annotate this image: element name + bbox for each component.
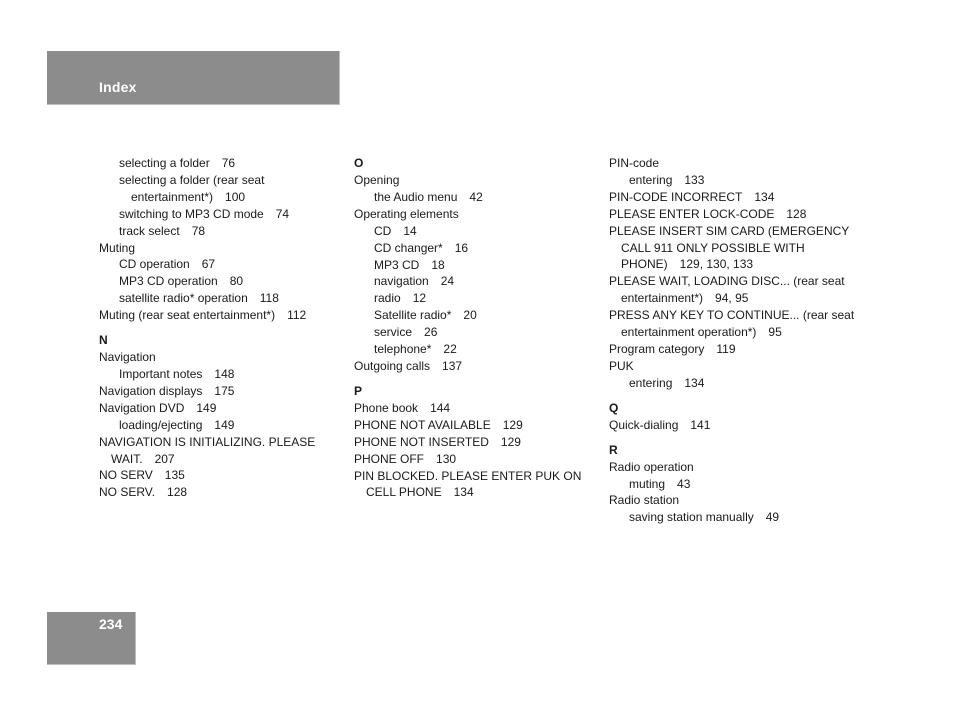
index-entry-text: Program category — [609, 341, 705, 356]
index-entry-text: PIN BLOCKED. PLEASE ENTER PUK ON — [354, 468, 582, 483]
index-entry-text: service — [374, 325, 413, 340]
index-entry — [609, 155, 859, 172]
index-entry-page: 49 — [765, 510, 780, 525]
index-entry-text: MP3 CD — [374, 257, 420, 272]
index-entry-page: 78 — [191, 223, 206, 238]
index-entry-text: saving station manually — [629, 510, 754, 525]
index-entry — [354, 400, 604, 417]
index-entry — [354, 324, 604, 341]
index-entry-text: PHONE NOT INSERTED — [354, 434, 489, 449]
index-entry-page: 134 — [754, 189, 775, 204]
index-entry-page: 133 — [684, 172, 705, 187]
index-entry-text: Muting — [99, 240, 136, 255]
index-entry — [609, 290, 859, 307]
index-entry-text: selecting a folder (rear seat — [119, 172, 265, 187]
index-column-3 — [609, 155, 859, 526]
index-entry-text: Operating elements — [354, 206, 459, 221]
index-entry-page: 148 — [214, 366, 235, 381]
index-entry — [609, 256, 859, 273]
index-entry — [354, 307, 604, 324]
index-entry-page: 119 — [716, 341, 736, 356]
index-entry-text: PUK — [609, 358, 634, 373]
index-entry — [609, 358, 859, 375]
index-entry-text: CELL PHONE — [366, 485, 442, 500]
index-entry-text: Outgoing calls — [354, 358, 431, 373]
index-entry-text: PLEASE ENTER LOCK-CODE — [609, 206, 775, 221]
index-entry — [99, 434, 349, 451]
index-entry — [354, 484, 604, 501]
index-entry-page: 129 — [502, 417, 523, 432]
index-entry — [609, 307, 859, 324]
index-entry — [354, 290, 604, 307]
index-entry-page: 95 — [768, 325, 782, 340]
index-entry-text: CD changer* — [374, 240, 443, 255]
index-entry — [99, 484, 349, 501]
index-entry-text: radio — [374, 291, 401, 306]
index-entry-page: 149 — [196, 400, 217, 415]
index-entry-text: CALL 911 ONLY POSSIBLE WITH — [621, 240, 805, 255]
page-title: Index — [99, 79, 137, 95]
index-entry-text: Radio operation — [609, 459, 694, 474]
index-entry-text: Navigation displays — [99, 383, 203, 398]
index-entry — [354, 468, 604, 485]
index-entry — [609, 223, 859, 240]
index-entry-text: Opening — [354, 173, 400, 187]
index-entry — [609, 324, 859, 341]
index-entry — [354, 417, 604, 434]
index-entry-page: 16 — [454, 240, 469, 255]
index-entry — [609, 206, 859, 223]
index-entry-page: 18 — [431, 257, 445, 272]
index-entry-page: 94, 95 — [715, 291, 749, 306]
header-bar — [47, 51, 340, 105]
index-entry-page: 12 — [412, 291, 427, 306]
index-entry — [354, 341, 604, 358]
index-entry — [354, 189, 604, 206]
index-entry — [354, 257, 604, 274]
index-entry — [354, 434, 604, 451]
index-entry-text: PRESS ANY KEY TO CONTINUE... (rear seat — [609, 308, 855, 323]
index-entry — [609, 172, 859, 189]
index-entry-text: PLEASE WAIT, LOADING DISC... (rear seat — [609, 274, 845, 289]
index-entry — [99, 400, 349, 417]
index-entry-text: entering — [629, 172, 673, 187]
index-entry-text: NO SERV. — [99, 485, 156, 500]
index-entry — [99, 349, 349, 366]
index-entry — [99, 189, 349, 206]
index-entry-text: entering — [629, 375, 673, 390]
page-number-box — [47, 612, 136, 665]
index-entry — [354, 451, 604, 468]
index-entry-page: 80 — [229, 274, 244, 289]
index-entry-page: 134 — [684, 375, 705, 390]
index-column-1 — [99, 155, 349, 501]
index-entry-text: Navigation — [99, 350, 156, 365]
section-letter: O — [354, 156, 364, 170]
index-entry-text: PHONE OFF — [354, 451, 425, 466]
index-entry-page: 20 — [463, 308, 477, 323]
index-entry — [99, 417, 349, 434]
index-entry-text: track select — [119, 223, 180, 238]
index-entry — [99, 155, 349, 172]
index-entry — [99, 206, 349, 223]
index-entry-page: 67 — [201, 257, 216, 272]
index-entry-text: entertainment*) — [621, 291, 704, 306]
index-entry-page: 141 — [690, 417, 711, 432]
section-letter: Q — [609, 400, 619, 415]
index-entry-page: 128 — [786, 206, 807, 221]
index-entry-text: Important notes — [119, 366, 203, 381]
index-entry-page: 74 — [275, 206, 290, 221]
index-entry — [99, 383, 349, 400]
index-entry — [354, 206, 604, 223]
index-entry — [99, 223, 349, 240]
index-entry — [609, 492, 859, 509]
index-entry — [99, 273, 349, 290]
index-entry-text: WAIT. — [111, 451, 143, 466]
index-entry-text: satellite radio* operation — [119, 291, 248, 306]
index-entry-text: CD operation — [119, 257, 190, 272]
index-entry-page: 128 — [167, 485, 188, 500]
index-entry — [609, 341, 859, 358]
index-entry-text: Phone book — [354, 400, 419, 415]
index-entry — [609, 189, 859, 206]
index-entry-page: 135 — [164, 468, 185, 483]
index-entry-text: PHONE NOT AVAILABLE — [354, 417, 491, 432]
index-entry — [354, 358, 604, 375]
index-entry-text: MP3 CD operation — [119, 274, 218, 289]
index-entry-text: entertainment*) — [131, 189, 214, 204]
index-entry-page: 134 — [453, 485, 474, 500]
index-entry-page: 26 — [424, 325, 438, 340]
index-entry-page: 43 — [677, 476, 691, 491]
index-entry-text: PHONE) — [621, 257, 668, 272]
index-entry-page: 144 — [430, 400, 451, 415]
index-entry — [99, 256, 349, 273]
index-entry — [99, 451, 349, 468]
section-letter: P — [354, 383, 363, 398]
index-entry — [609, 459, 859, 476]
index-entry — [99, 290, 349, 307]
index-entry-page: 14 — [403, 223, 417, 238]
index-entry — [609, 273, 859, 290]
index-entry-text: CD — [374, 223, 392, 238]
index-entry-text: PIN-CODE INCORRECT — [609, 189, 743, 204]
index-entry-text: Navigation DVD — [99, 400, 185, 415]
section-letter: R — [609, 442, 618, 457]
index-entry — [99, 172, 349, 189]
index-entry-page: 207 — [154, 451, 175, 466]
index-entry-page: 22 — [443, 342, 457, 357]
index-entry-page: 24 — [440, 274, 455, 289]
index-entry-page: 76 — [221, 156, 236, 170]
index-entry — [609, 375, 859, 392]
index-entry-text: loading/ejecting — [119, 417, 203, 432]
index-entry — [609, 476, 859, 493]
index-entry-page: 129, 130, 133 — [679, 257, 754, 272]
index-column-2 — [354, 155, 604, 501]
index-entry-page: 100 — [225, 189, 246, 204]
index-entry-text: PLEASE INSERT SIM CARD (EMERGENCY — [609, 223, 850, 238]
index-entry — [99, 240, 349, 257]
index-entry-page: 130 — [436, 451, 457, 466]
index-entry-text: Muting (rear seat entertainment*) — [99, 308, 276, 323]
index-entry-text: Radio station — [609, 493, 680, 508]
index-entry — [609, 509, 859, 526]
index-entry — [354, 223, 604, 240]
index-entry — [99, 307, 349, 324]
index-entry-page: 149 — [214, 417, 235, 432]
index-entry-text: telephone* — [374, 342, 432, 357]
index-entry-text: Satellite radio* — [374, 308, 452, 323]
index-entry-text: NO SERV — [99, 468, 153, 483]
index-entry-text: switching to MP3 CD mode — [119, 206, 264, 221]
index-entry — [99, 467, 349, 484]
page-number: 234 — [99, 616, 123, 632]
index-entry-page: 112 — [287, 308, 307, 323]
index-entry — [354, 273, 604, 290]
index-entry-page: 175 — [214, 383, 235, 398]
index-entry-page: 137 — [442, 358, 463, 373]
index-entry-text: entertainment operation*) — [621, 325, 757, 340]
section-letter: N — [99, 333, 108, 348]
index-entry — [609, 240, 859, 257]
index-entry-text: NAVIGATION IS INITIALIZING. PLEASE — [99, 434, 316, 449]
index-entry-text: Quick-dialing — [609, 417, 679, 432]
index-entry — [609, 417, 859, 434]
index-entry-text: the Audio menu — [374, 189, 458, 204]
index-entry-text: selecting a folder — [119, 156, 210, 170]
index-entry-text: PIN-code — [609, 156, 660, 170]
index-entry-text: navigation — [374, 274, 429, 289]
index-entry-page: 118 — [259, 291, 279, 306]
index-entry — [354, 240, 604, 257]
index-entry — [354, 172, 604, 189]
index-entry — [99, 366, 349, 383]
index-entry-text: muting — [629, 476, 666, 491]
index-entry-page: 42 — [469, 189, 483, 204]
index-entry-page: 129 — [500, 434, 521, 449]
